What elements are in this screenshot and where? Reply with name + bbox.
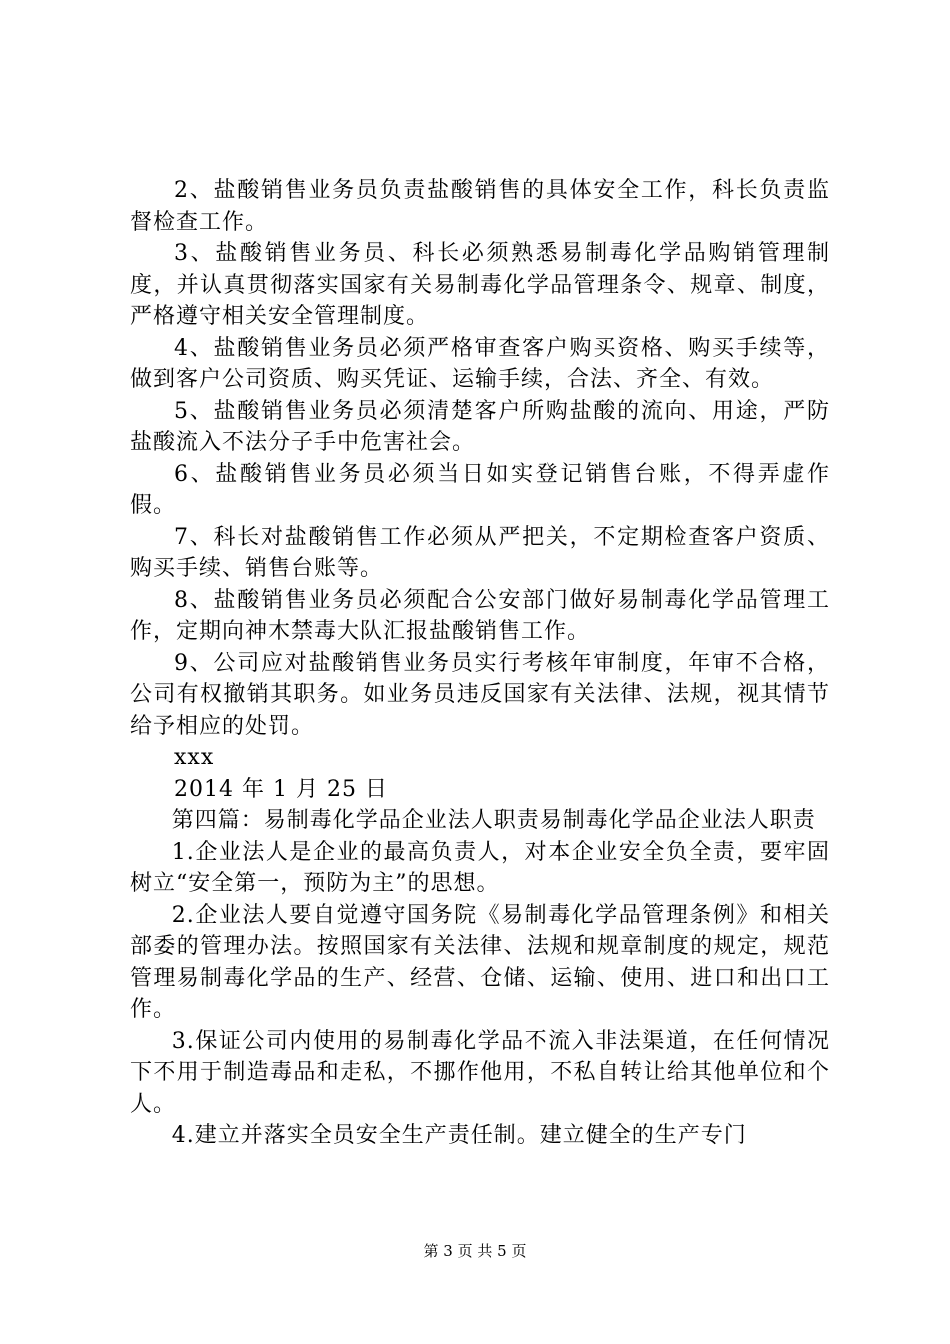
paragraph-item-9: 9、公司应对盐酸销售业务员实行考核年审制度，年审不合格，公司有权撤销其职务。如业务员违反国家有关法律、法规，视其情节给予相应的处罚。 — [130, 650, 830, 739]
page-footer — [0, 1241, 950, 1261]
section-heading: 第四篇：易制毒化学品企业法人职责易制毒化学品企业法人职责 — [171, 808, 816, 833]
paragraph-item-8: 8、盐酸销售业务员必须配合公安部门做好易制毒化学品管理工作，定期向神木禁毒大队汇报盐酸销售工作。 — [130, 587, 830, 644]
paragraph-item-5: 5、盐酸销售业务员必须清楚客户所购盐酸的流向、用途，严防盐酸流入不法分子手中危害社会。 — [130, 398, 830, 455]
signature-date: 2014 年 1 月 25 日 — [174, 776, 388, 802]
paragraph-item-4: 4、盐酸销售业务员必须严格审查客户购买资格、购买手续等，做到客户公司资质、购买凭证、运输手续，合法、齐全、有效。 — [130, 335, 830, 392]
paragraph-item-2: 2、盐酸销售业务员负责盐酸销售的具体安全工作，科长负责监督检查工作。 — [130, 178, 830, 235]
paragraph-item-3: 3、盐酸销售业务员、科长必须熟悉易制毒化学品购销管理制度，并认真贯彻落实国家有关易制毒化学品管理条令、规章、制度，严格遵守相关安全管理制度。 — [130, 241, 830, 329]
page-number-label: 第 3 页 共 5 页 — [423, 1242, 527, 1260]
paragraph-item-7: 7、科长对盐酸销售工作必须从严把关，不定期检查客户资质、购买手续、销售台账等。 — [130, 524, 830, 581]
duty-item-3: 3.保证公司内使用的易制毒化学品不流入非法渠道，在任何情况下不用于制造毒品和走私，不挪作他用，不私自转让给其他单位和个人。 — [130, 1028, 830, 1117]
paragraph-item-6: 6、盐酸销售业务员必须当日如实登记销售台账，不得弄虚作假。 — [130, 461, 830, 518]
signature-name: xxx — [174, 745, 215, 770]
duty-item-1: 1.企业法人是企业的最高负责人，对本企业安全负全责，要牢固树立“安全第一，预防为主”的思想。 — [130, 839, 830, 896]
document-body — [130, 175, 830, 1152]
duty-item-4: 4.建立并落实全员安全生产责任制。建立健全的生产专门 — [171, 1123, 747, 1148]
duty-item-2: 2.企业法人要自觉遵守国务院《易制毒化学品管理条例》和相关部委的管理办法。按照国家有关法律、法规和规章制度的规定，规范管理易制毒化学品的生产、经营、仓储、运输、使用、进口和出口工作。 — [130, 902, 830, 1022]
